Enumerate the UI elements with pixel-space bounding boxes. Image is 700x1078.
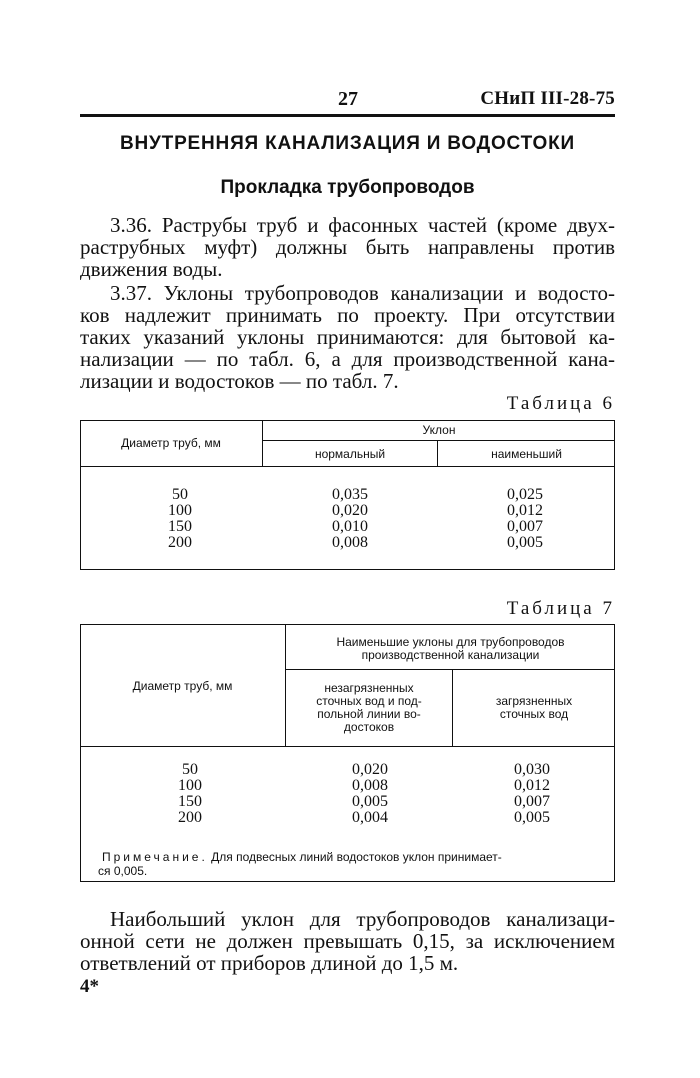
header-line: загрязненных [495, 694, 573, 708]
table6-header-min: наименьший [491, 447, 562, 461]
table7-note [98, 850, 607, 878]
table6-caption: Таблица 6 [506, 393, 615, 414]
table-cell: 0,025 [507, 486, 543, 503]
table-cell: 0,012 [507, 502, 543, 519]
paragraph-line: онной сети не должен превышать 0,15, за исключением [80, 929, 615, 953]
table-cell: 50 [182, 761, 198, 778]
table-rule [263, 440, 615, 441]
table-rule [80, 746, 615, 747]
table-cell: 0,007 [514, 793, 550, 810]
table7-header-group [286, 636, 615, 662]
header-line: достоков [343, 720, 395, 734]
paragraph-line: 3.37. Уклоны трубопроводов канализации и водосто- [110, 281, 615, 305]
table-cell: 150 [178, 793, 202, 810]
table7 [80, 624, 615, 882]
header-rule [80, 114, 615, 117]
running-header [80, 88, 615, 114]
table7-clean-col [330, 762, 410, 826]
paragraph-3-37 [80, 282, 615, 392]
paragraph-line: ков надлежит принимать по проекту. При отсутствии [80, 303, 615, 327]
table-cell: 0,005 [514, 809, 550, 826]
paragraph-line: лизации и водостоков — по табл. 7. [80, 369, 399, 393]
table-rule [614, 420, 615, 570]
table-rule [614, 624, 615, 882]
table-cell: 0,020 [332, 502, 368, 519]
table7-diameter-col [150, 762, 230, 826]
header-line: производственной канализации [361, 648, 540, 662]
table-rule [80, 466, 615, 467]
table-rule [80, 624, 81, 882]
table-cell: 0,035 [332, 486, 368, 503]
paragraph-3-36 [80, 214, 615, 280]
table7-header-diameter: Диаметр труб, мм [132, 679, 233, 693]
paragraph-line: движения воды. [80, 257, 223, 281]
table-cell: 0,008 [352, 777, 388, 794]
paragraph-line: ответвлений от приборов длиной до 1,5 м. [80, 951, 459, 975]
table-cell: 0,012 [514, 777, 550, 794]
table7-header-dirty [453, 695, 615, 721]
table-cell: 0,008 [332, 534, 368, 551]
table-rule [80, 881, 615, 882]
table-cell: 0,030 [514, 761, 550, 778]
table-rule [80, 624, 615, 625]
note-line [102, 850, 607, 864]
paragraph-line: раструбных муфт) должны быть направлены против [80, 235, 615, 259]
table6-header-diameter: Диаметр труб, мм [121, 436, 221, 450]
table-cell: 200 [168, 534, 192, 551]
header-line: сточных вод [499, 707, 569, 721]
table-cell: 150 [168, 518, 192, 535]
signature-mark: 4* [80, 976, 99, 997]
header-line: сточных вод и под- [316, 694, 422, 708]
table7-header-clean [286, 682, 452, 734]
table-cell: 50 [172, 486, 188, 503]
table6-diameter-col [140, 487, 220, 551]
paragraph-line: 3.36. Раструбы труб и фасонных частей (кроме двух- [110, 213, 615, 237]
table-cell: 0,007 [507, 518, 543, 535]
page-number: 27 [338, 88, 358, 110]
table6-min-col [485, 487, 565, 551]
table-cell: 0,010 [332, 518, 368, 535]
paragraph-line: нализации — по табл. 6, а для производственной кана- [80, 347, 615, 371]
table7-caption: Таблица 7 [506, 598, 615, 619]
section-title: ВНУТРЕННЯЯ КАНАЛИЗАЦИЯ И ВОДОСТОКИ [120, 133, 575, 154]
note-text: Для подвесных линий водостоков уклон принимает- [207, 850, 502, 864]
table-cell: 0,020 [352, 761, 388, 778]
header-line: польной линии во- [317, 707, 421, 721]
table-cell: 200 [178, 809, 202, 826]
table-rule [286, 669, 615, 670]
table-rule [80, 420, 615, 421]
header-line: Наименьшие уклоны для трубопроводов [336, 635, 565, 649]
table6-header-slope: Уклон [422, 423, 456, 437]
document-code: СНиП III-28-75 [480, 88, 615, 109]
table-cell: 0,005 [507, 534, 543, 551]
subsection-title: Прокладка трубопроводов [220, 177, 475, 198]
table-cell: 0,004 [352, 809, 388, 826]
note-line: ся 0,005. [98, 864, 148, 878]
note-label: Примечание. [102, 850, 208, 864]
table6-normal-col [310, 487, 390, 551]
table-cell: 100 [168, 502, 192, 519]
table-cell: 0,005 [352, 793, 388, 810]
paragraph-line: Наибольший уклон для трубопроводов канализаци- [110, 907, 615, 931]
paragraph-final [80, 908, 615, 974]
paragraph-line: таких указаний уклоны принимаются: для бытовой ка- [80, 325, 615, 349]
table6 [80, 420, 615, 570]
table-cell: 100 [178, 777, 202, 794]
table6-header-normal: нормальный [314, 447, 386, 461]
header-line: незагрязненных [324, 681, 414, 695]
table-rule [80, 569, 615, 570]
table7-dirty-col [492, 762, 572, 826]
